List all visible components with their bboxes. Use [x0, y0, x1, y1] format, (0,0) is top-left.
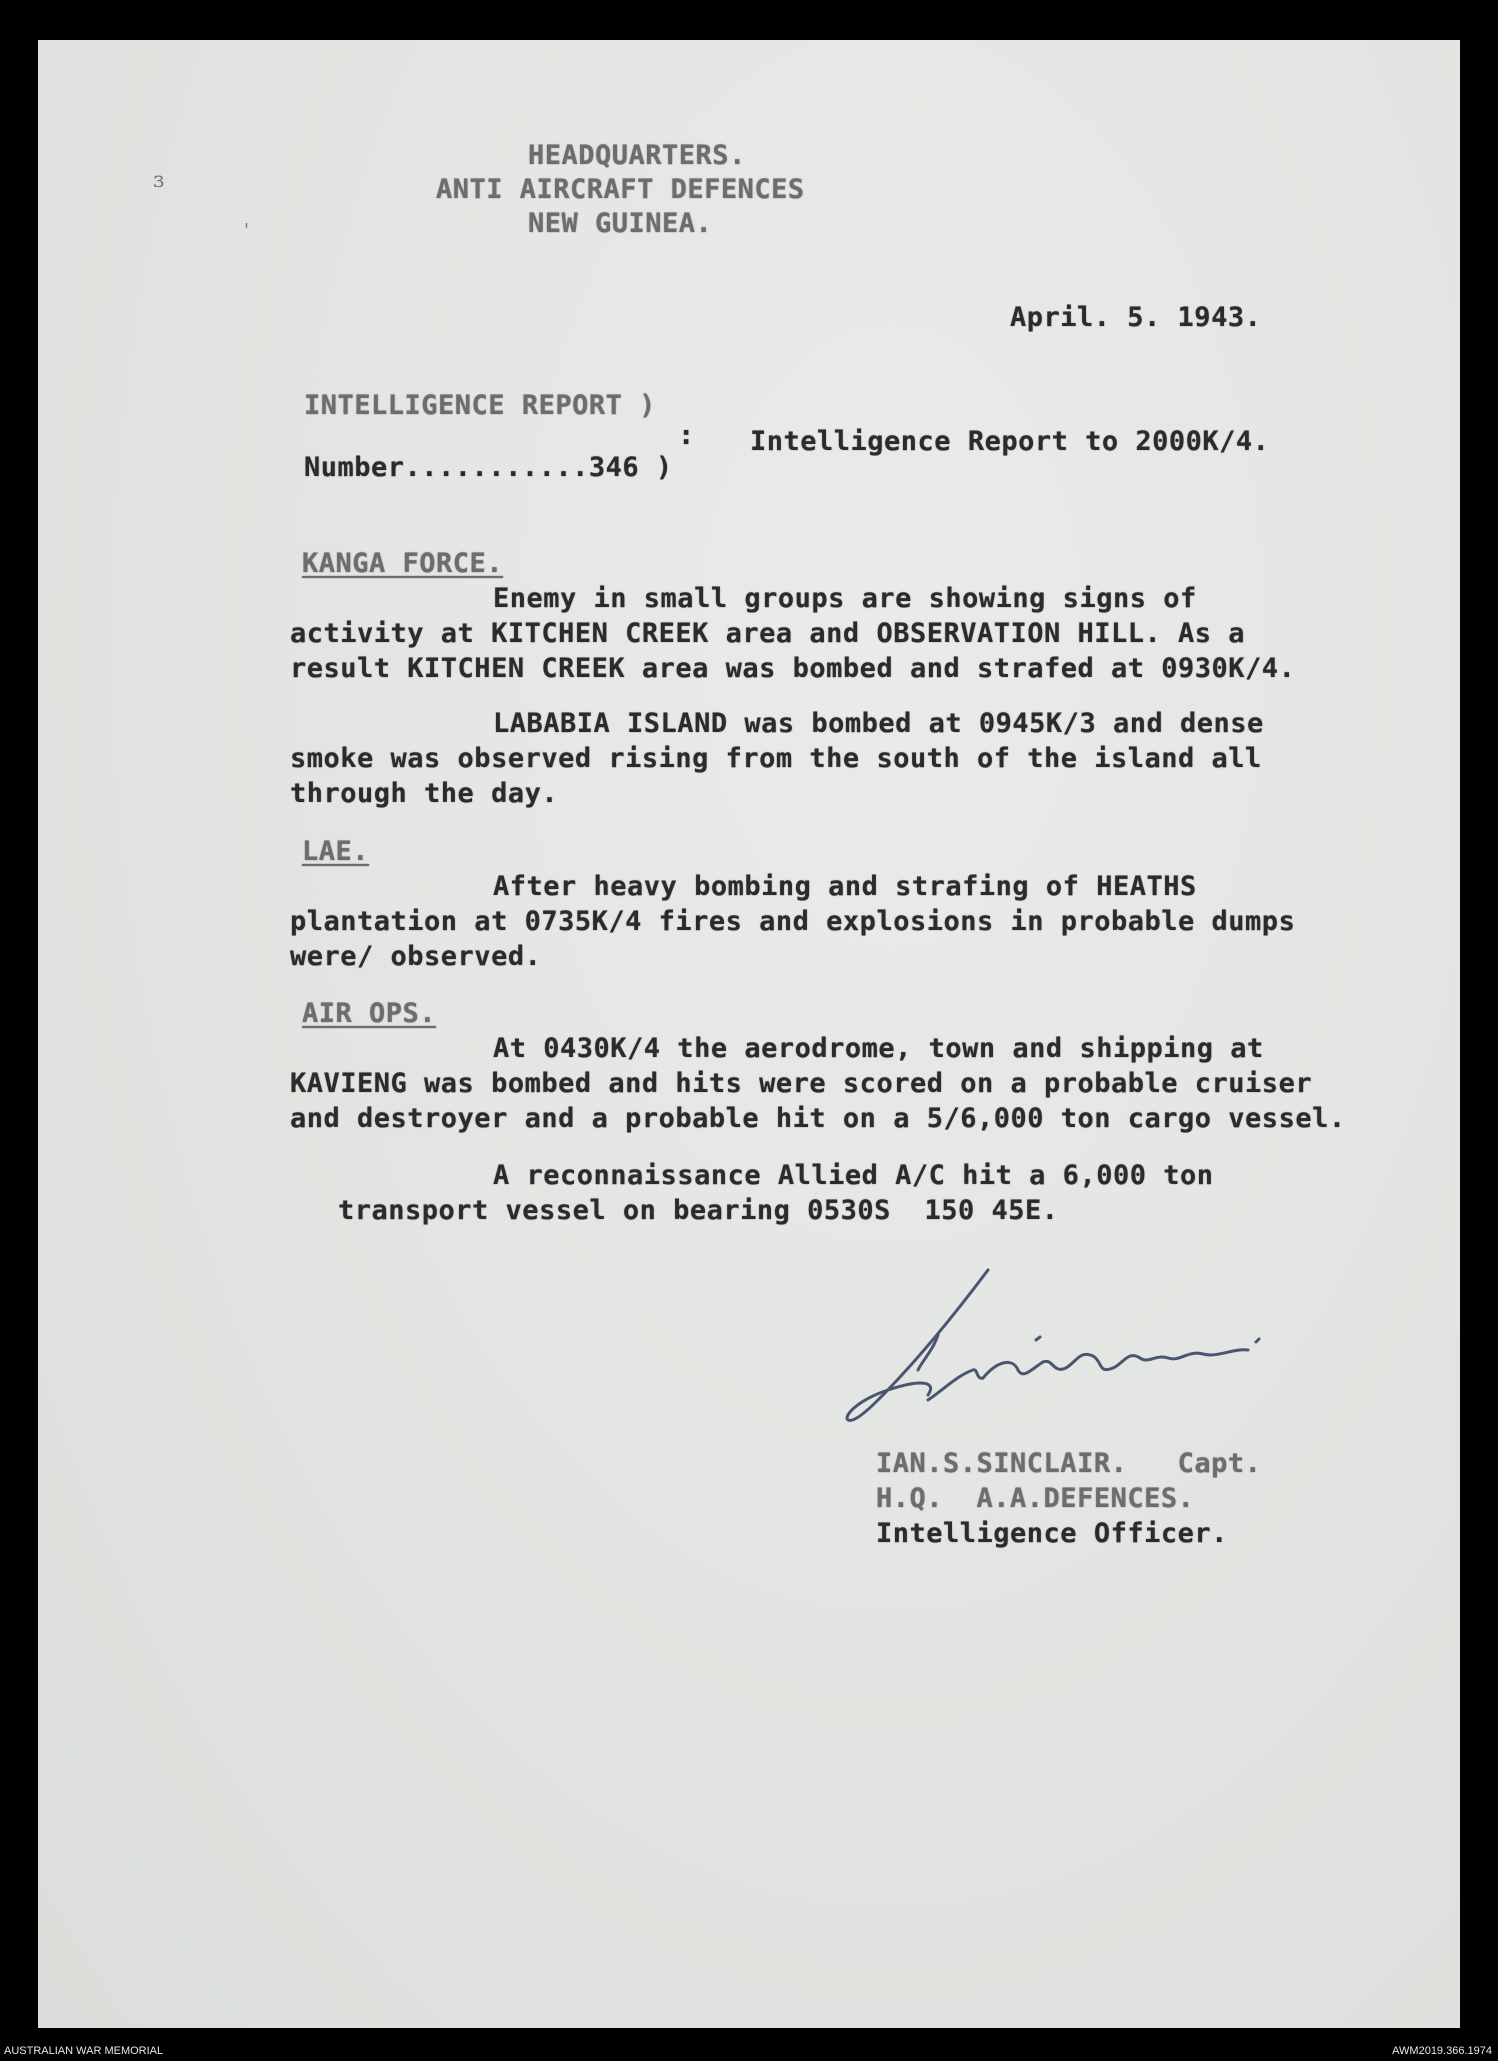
- paragraph-line: through the day.: [290, 778, 559, 809]
- report-title: Intelligence Report to 2000K/4.: [750, 426, 1270, 457]
- paragraph-line: Enemy in small groups are showing signs of: [493, 583, 1197, 614]
- report-label: INTELLIGENCE REPORT ): [304, 390, 656, 421]
- handwritten-signature: [808, 1250, 1288, 1450]
- section-heading-lae: LAE.: [302, 836, 370, 867]
- letterhead-line-1: HEADQUARTERS.: [528, 140, 746, 171]
- paragraph-line: were/ observed.: [290, 941, 542, 972]
- paragraph-line: LABABIA ISLAND was bombed at 0945K/3 and dense: [493, 708, 1264, 739]
- margin-mark: ': [244, 220, 249, 241]
- signatory-unit: H.Q. A.A.DEFENCES.: [876, 1483, 1195, 1514]
- paragraph-line: smoke was observed rising from the south of the island all: [290, 743, 1262, 774]
- paragraph-line: KAVIENG was bombed and hits were scored on a probable cruiser: [290, 1068, 1313, 1099]
- paragraph-line: A reconnaissance Allied A/C hit a 6,000 ton: [493, 1160, 1214, 1191]
- paragraph-line: transport vessel on bearing 0530S 150 45E.: [338, 1195, 1059, 1226]
- document-page: [38, 40, 1460, 2028]
- report-number: Number...........346 ): [304, 452, 673, 483]
- section-heading-kanga-force: KANGA FORCE.: [302, 548, 504, 579]
- paragraph-line: After heavy bombing and strafing of HEATHS: [493, 871, 1197, 902]
- paragraph-line: and destroyer and a probable hit on a 5/6,000 ton cargo vessel.: [290, 1103, 1346, 1134]
- footer-accession-number: AWM2019.366.1974: [1392, 2045, 1492, 2057]
- margin-mark: ɜ: [153, 168, 165, 193]
- signatory-role: Intelligence Officer.: [876, 1518, 1228, 1549]
- section-heading-air-ops: AIR OPS.: [302, 998, 437, 1029]
- paragraph-line: plantation at 0735K/4 fires and explosions in probable dumps: [290, 906, 1296, 937]
- paragraph-line: activity at KITCHEN CREEK area and OBSERVATION HILL. As a: [290, 618, 1246, 649]
- footer-institution: AUSTRALIAN WAR MEMORIAL: [4, 2045, 164, 2057]
- letterhead-line-2: ANTI AIRCRAFT DEFENCES: [436, 174, 805, 205]
- signatory-name: IAN.S.SINCLAIR. Capt.: [876, 1448, 1262, 1479]
- paragraph-line: result KITCHEN CREEK area was bombed and strafed at 0930K/4.: [290, 653, 1296, 684]
- document-date: April. 5. 1943.: [1010, 302, 1262, 333]
- report-colon: :: [678, 420, 695, 451]
- letterhead-line-3: NEW GUINEA.: [528, 208, 713, 239]
- paragraph-line: At 0430K/4 the aerodrome, town and shipping at: [493, 1033, 1264, 1064]
